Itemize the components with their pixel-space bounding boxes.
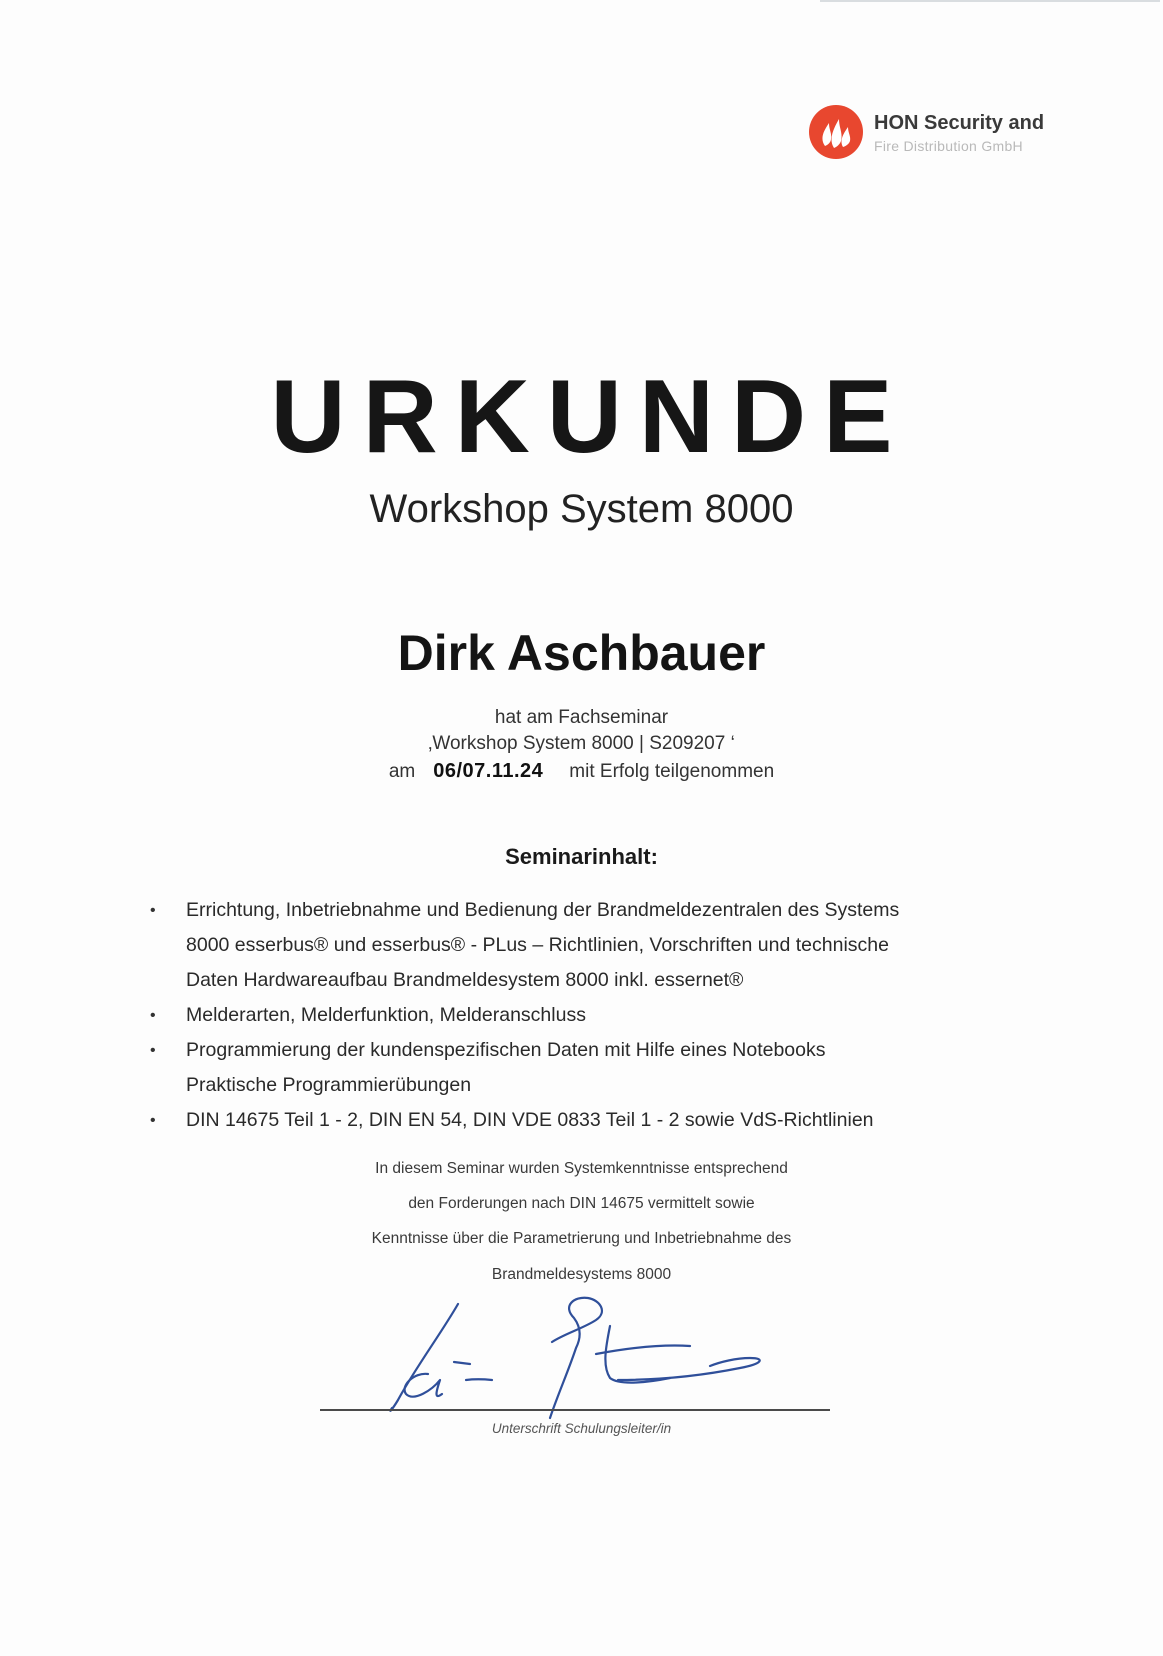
date-prefix: am	[388, 761, 416, 782]
logo-company-name: HON Security and	[874, 112, 1045, 134]
handwritten-signature	[370, 1282, 810, 1422]
flame-logo-icon	[808, 104, 864, 160]
seminar-title: ‚Workshop System 8000 | S209207 ‘	[428, 733, 735, 754]
list-item-line: Daten Hardwareaufbau Brandmeldesystem 8000 inkl. essernet®	[186, 969, 744, 991]
list-item-line: • Melderarten, Melderfunktion, Melderanschluss	[186, 1004, 586, 1026]
company-logo	[808, 104, 1058, 164]
note-line: den Forderungen nach DIN 14675 vermittelt sowie	[408, 1195, 755, 1212]
list-item-line: 8000 esserbus® und esserbus® - PLus – Richtlinien, Vorschriften und technische	[186, 934, 889, 956]
date-suffix: mit Erfolg teilgenommen	[569, 761, 775, 782]
list-item-line: • Errichtung, Inbetriebnahme und Bedienung der Brandmeldezentralen des Systems	[186, 899, 900, 921]
certificate-subtitle: Workshop System 8000	[369, 487, 794, 531]
list-item	[150, 1033, 1010, 1103]
signature-label: Unterschrift Schulungsleiter/in	[491, 1421, 672, 1436]
seminar-intro: hat am Fachseminar	[494, 707, 669, 728]
list-item-line: Praktische Programmierübungen	[186, 1074, 472, 1096]
seminar-content-list	[150, 893, 1010, 1138]
note-line: Brandmeldesystems 8000	[491, 1266, 672, 1283]
seminar-content-heading: Seminarinhalt:	[505, 844, 658, 869]
note-line: Kenntnisse über die Parametrierung und Inbetriebnahme des	[371, 1230, 792, 1247]
list-item	[150, 1103, 1010, 1138]
list-item	[150, 893, 1010, 998]
seminar-date: 06/07.11.24	[433, 760, 544, 782]
list-item	[150, 998, 1010, 1033]
logo-company-subline: Fire Distribution GmbH	[874, 138, 1023, 154]
signature-line	[320, 1409, 830, 1411]
list-item-line: • DIN 14675 Teil 1 - 2, DIN EN 54, DIN VDE 0833 Teil 1 - 2 sowie VdS-Richtlinien	[186, 1109, 874, 1131]
participant-name: Dirk Aschbauer	[397, 625, 766, 681]
scan-edge	[820, 0, 1160, 2]
certificate-title: URKUNDE	[270, 359, 910, 475]
seminar-date-line	[0, 759, 1163, 784]
note-line: In diesem Seminar wurden Systemkenntnisse entsprechend	[375, 1160, 788, 1177]
list-item-line: • Programmierung der kundenspezifischen Daten mit Hilfe eines Notebooks	[186, 1039, 826, 1061]
